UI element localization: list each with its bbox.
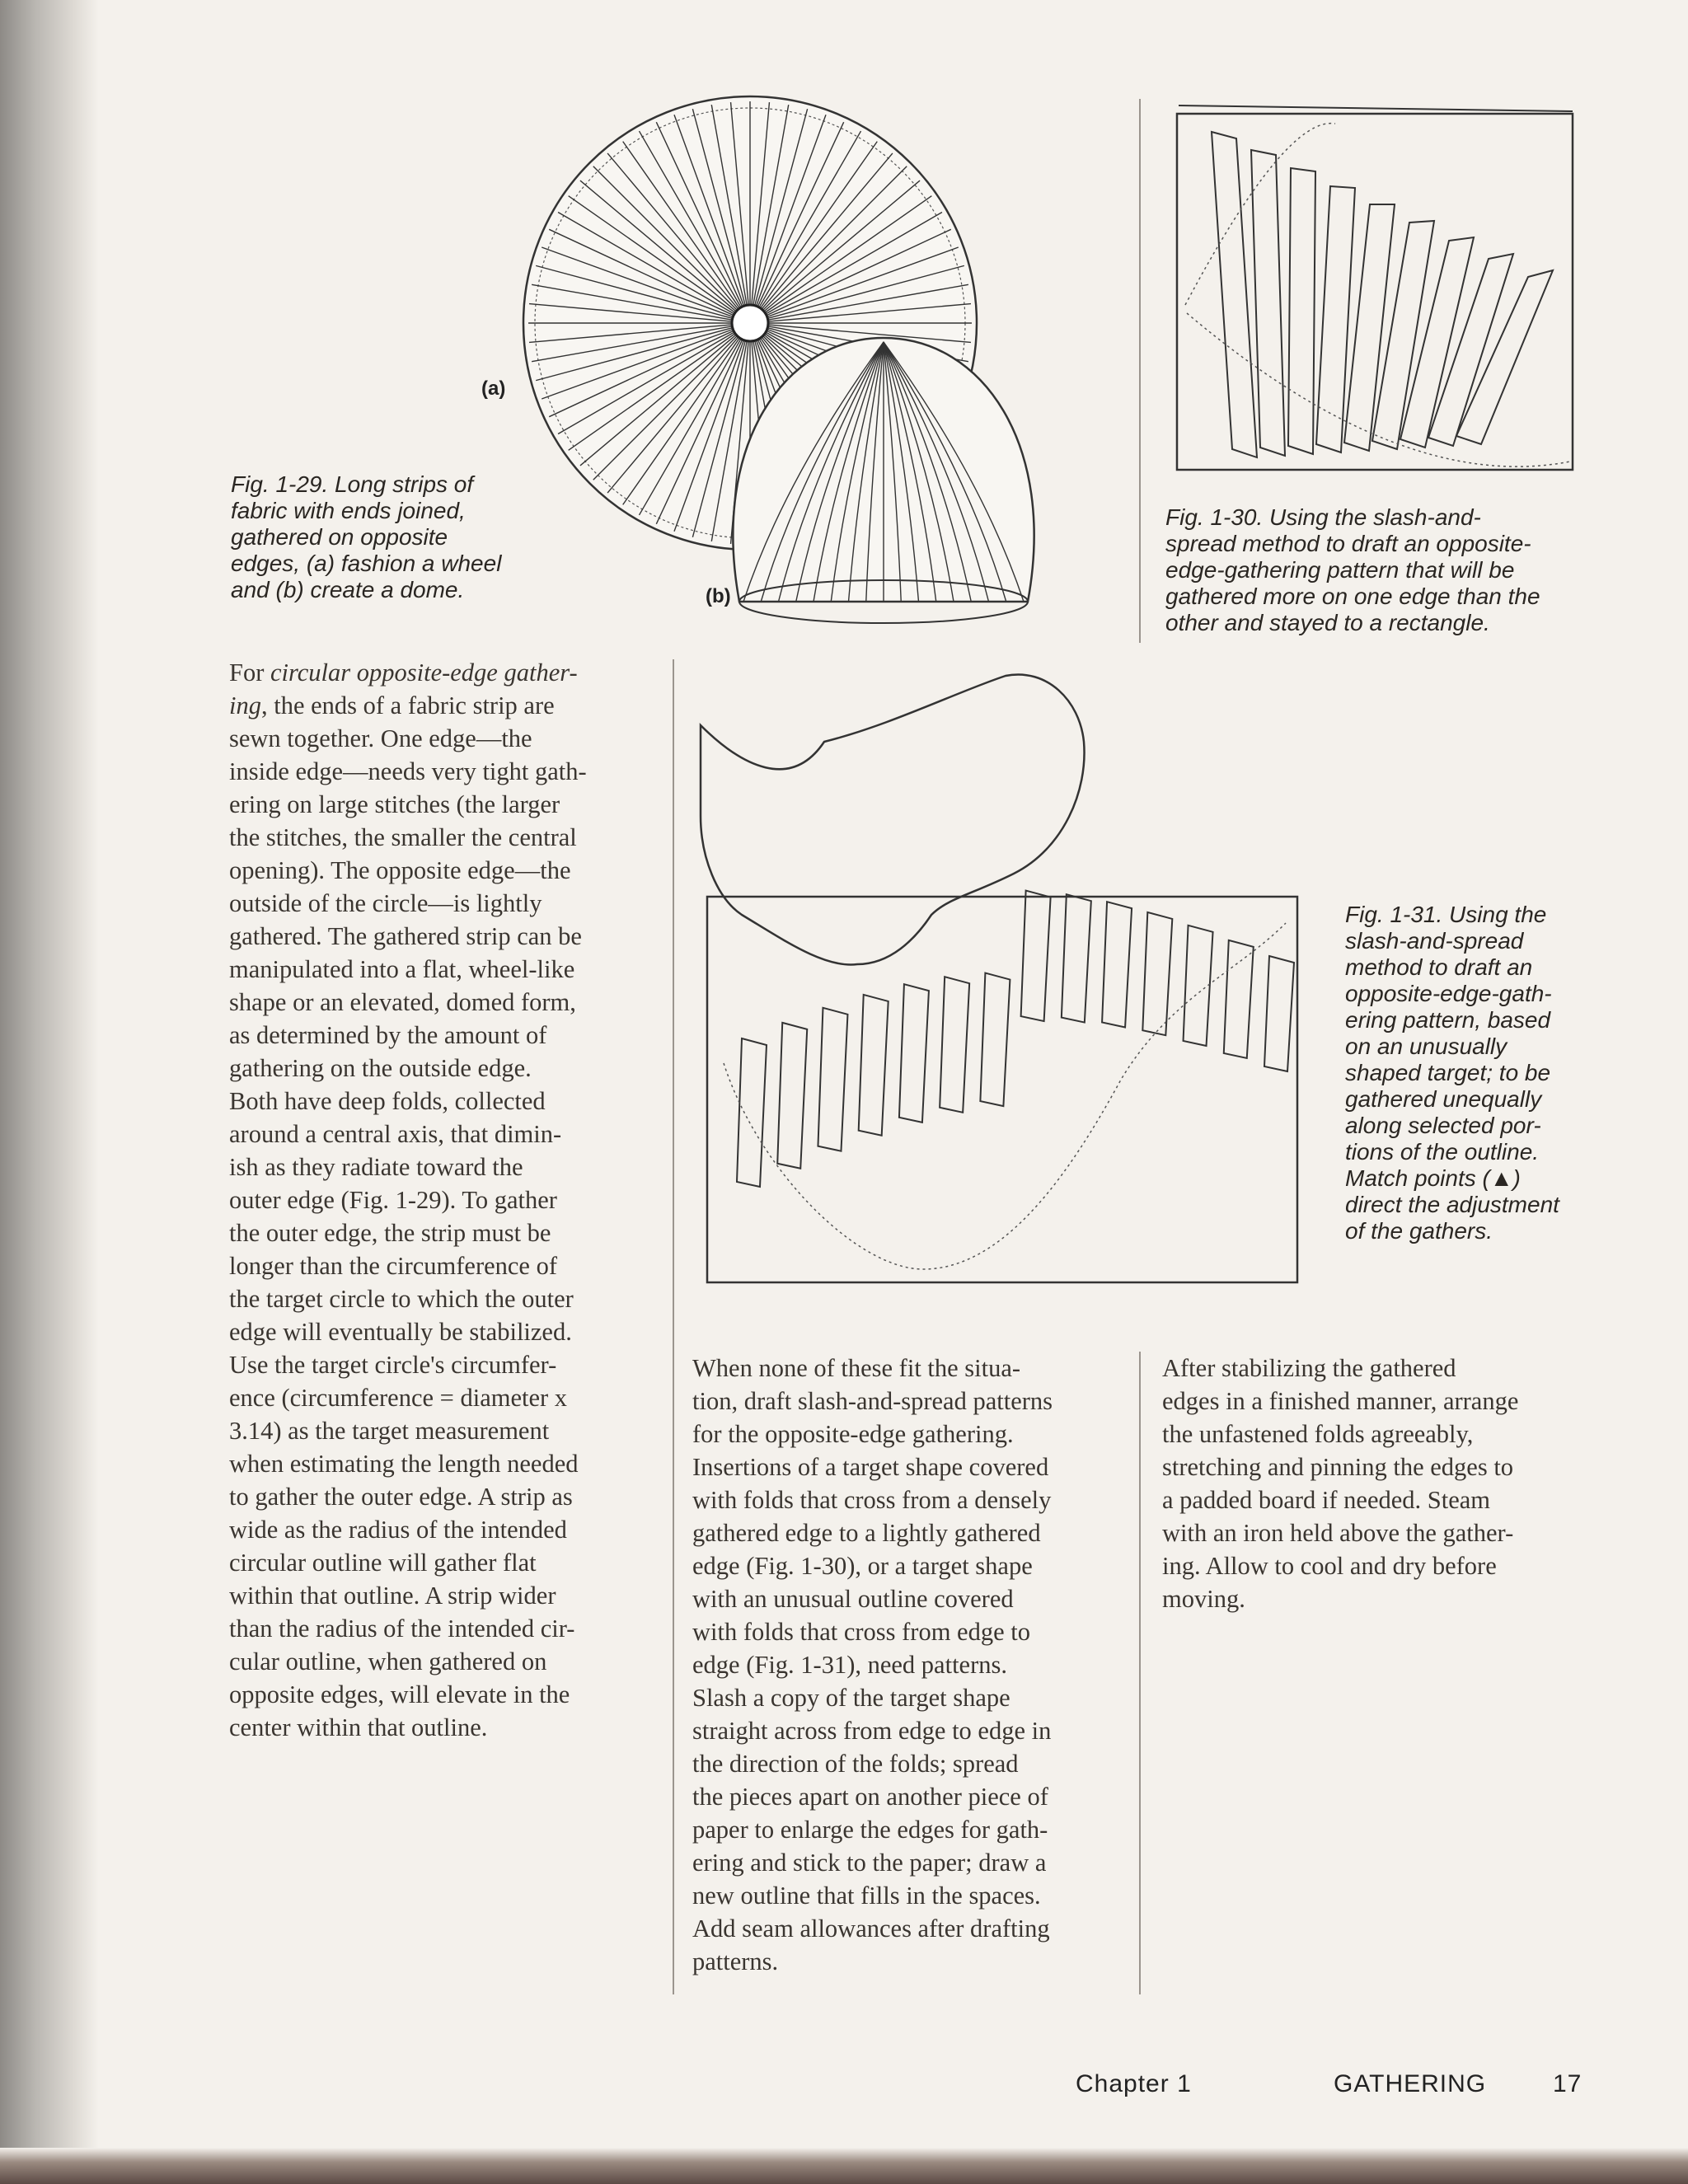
body-column-left (229, 656, 658, 1744)
curved-slashed-piece (1102, 902, 1132, 1027)
body-column-right: After stabilizing the gathered edges in a finished manner, arrange the unfastened folds agreeably, stretching and pinning the edges to a padded board if needed. Steam with an iron held above the gather- ing. Allow to cool and dry before moving. (1162, 1354, 1519, 1613)
curved-slashed-piece (940, 977, 969, 1113)
left-term-circular-gathering: circular opposite-edge gather- ing (229, 658, 578, 719)
column-divider-left (673, 659, 674, 1994)
curved-slashed-piece (899, 984, 929, 1122)
curved-slashed-piece (1142, 912, 1172, 1035)
curved-slashed-piece (1021, 891, 1051, 1021)
fig-1-30-caption: Fig. 1-30. Using the slash-and- spread method to draft an opposite- edge-gathering pattern that will be gathered more on one edge than the other and stayed to a rectangle. (1165, 504, 1540, 635)
column-divider-right (1139, 1352, 1141, 1994)
footer-page-number: 17 (1553, 2070, 1582, 2097)
left-body-text: , the ends of a fabric strip are sewn together. One edge—the inside edge—needs very tight gath- ering on large stitches (the larger the stitches, the smaller the central opening). The opposite edge—the outside of the circle—is lightly gathered. The gathered strip can be manipulated into a flat, wheel-like shape or an elevated, domed form, as determined by the amount of gathering on the outside edge. Both have deep folds, collected around a central axis, that dimin- ish as they radiate toward the outer edge (Fig. 1-29). To gather the outer edge, the strip must be longer than the circumference of the target circle to which the outer edge will eventually be stabilized. Use the target circle's circumfer- ence (circumference = diameter x 3.14) as the target measurement when estimating the length needed to gather the outer edge. A strip as wide as the radius of the intended circular outline will gather flat within that outline. A strip wider than the radius of the intended cir- cular outline, when gathered on opposite edges, will elevate in the center within that outline. (229, 691, 587, 1741)
column-divider-top-right (1139, 99, 1141, 643)
curved-slashed-piece (777, 1023, 807, 1169)
fig-1-29-label-a: (a) (481, 377, 506, 400)
curved-slashed-piece (818, 1008, 847, 1151)
curved-slashed-piece (1264, 956, 1294, 1071)
left-intro-text: For (229, 658, 270, 687)
curved-slashed-piece (1224, 940, 1254, 1058)
footer-chapter: Chapter 1 (1076, 2070, 1192, 2097)
fig-1-29-label-b: (b) (706, 585, 731, 607)
target-shape-outline (701, 674, 1085, 964)
curved-slashed-piece (980, 973, 1010, 1107)
slashed-curved-pattern-pieces (724, 891, 1294, 1269)
body-column-middle: When none of these fit the situa- tion, draft slash-and-spread patterns for the opposite-edge gathering. Insertions of a target shape covered with folds that cross from a densely gathered edge to a lightly gathered edge (Fig. 1-30), or a target shape with an unusual outline covered with folds that cross from edge to edge (Fig. 1-31), need patterns. Slash a copy of the target shape straight across from edge to edge in the direction of the folds; spread the pieces apart on another piece of paper to enlarge the edges for gath- ering and stick to the paper; draw a new outline that fills in the spaces. Add seam allowances after drafting patterns. (692, 1354, 1053, 1975)
fig-1-31-caption: Fig. 1-31. Using the slash-and-spread method to draft an opposite-edge-gath- ering pattern, based on an unusually shaped target; to be gathered unequally along selected por- tions of the outline. Match points (▲) direct the adjustment of the gathers. (1345, 902, 1559, 1244)
curved-slashed-piece (737, 1038, 767, 1187)
curved-slashed-piece (859, 995, 889, 1136)
curved-slashed-piece (1062, 894, 1091, 1022)
footer-section-title: GATHERING (1334, 2070, 1487, 2097)
fig-1-29-caption: Fig. 1-29. Long strips of fabric with ends joined, gathered on opposite edges, (a) fashion a wheel and (b) create a dome. (231, 471, 502, 602)
